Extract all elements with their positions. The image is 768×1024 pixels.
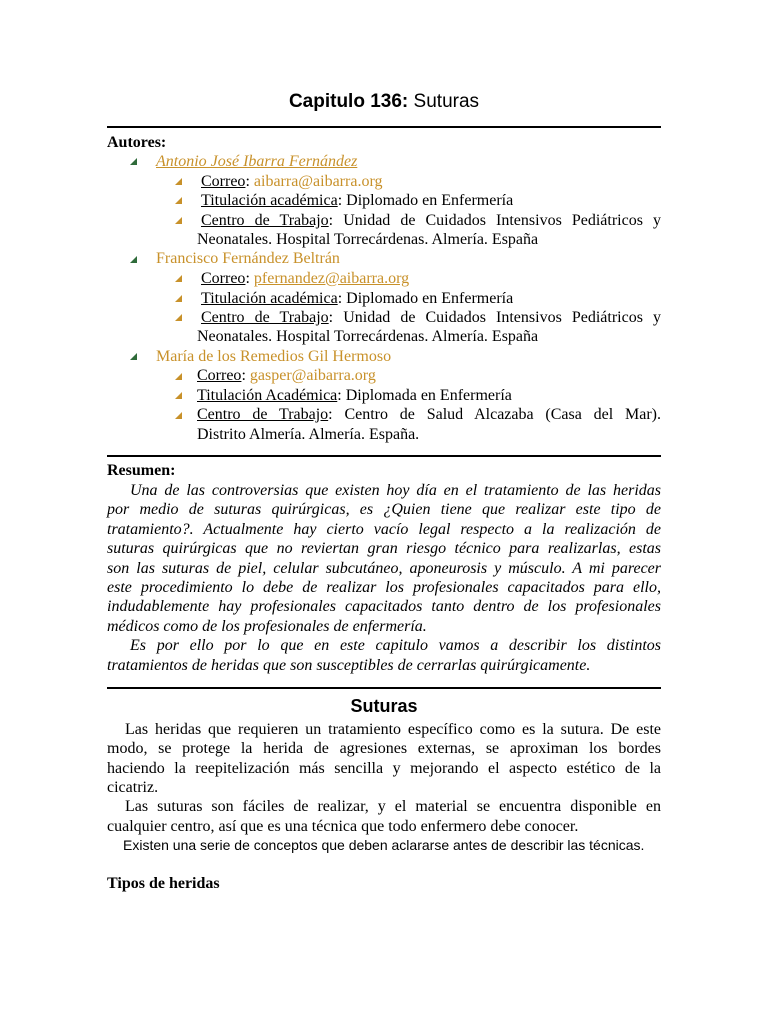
subheading: Tipos de heridas [107, 875, 220, 892]
author-1-degree-row: Titulación académica: Diplomado en Enfermería [201, 192, 514, 209]
author-2-workplace-row: Centro de Trabajo: Unidad de Cuidados Intensivos Pediátricos y [201, 309, 662, 326]
bullet-icon [130, 353, 137, 360]
bullet-icon [175, 178, 182, 185]
bullet-icon [175, 373, 182, 380]
bullet-icon [130, 256, 137, 263]
author-1-workplace-row: Centro de Trabajo: Unidad de Cuidados Intensivos Pediátricos y [201, 212, 662, 229]
summary-line: Una de las controversias que existen hoy día en el tratamiento de las heridas [130, 482, 661, 499]
divider [107, 126, 661, 128]
author-name-2[interactable]: Francisco Fernández Beltrán [156, 250, 340, 267]
author-2-degree-row: Titulación académica: Diplomado en Enfermería [201, 290, 514, 307]
bullet-icon [175, 217, 182, 224]
bullet-icon [175, 275, 182, 282]
bullet-icon [130, 158, 137, 165]
bullet-icon [175, 197, 182, 204]
bullet-icon [175, 412, 182, 419]
author-3-email-row: Correo: gasper@aibarra.org [197, 367, 376, 384]
body-line: Existen una serie de conceptos que deben aclararse antes de describir las técnicas. [123, 837, 645, 853]
chapter-name: Suturas [413, 91, 480, 112]
summary-line: tratamientos de heridas que son susceptibles de cerrarlas quirúrgicamente. [107, 657, 591, 674]
summary-line: suturas quirúrgicas que no reviertan gran riesgo técnico para realizarlas, estas [107, 540, 661, 557]
body-line: Las heridas que requieren un tratamiento específico como es la sutura. De este [125, 721, 661, 738]
summary-line: Es por ello por lo que en este capitulo vamos a describir los distintos [130, 637, 661, 654]
body-line: haciendo la reepitelización más sencilla y mejorando el aspecto estético de la [107, 760, 661, 777]
email-link[interactable]: aibarra@aibarra.org [253, 173, 383, 190]
bullet-icon [175, 295, 182, 302]
author-1-workplace-cont: Neonatales. Hospital Torrecárdenas. Almería. España [197, 231, 539, 248]
author-name-1[interactable]: Antonio José Ibarra Fernández [156, 153, 358, 170]
summary-label: Resumen: [107, 462, 176, 479]
chapter-number: Capitulo 136: [288, 91, 409, 112]
author-3-workplace-row: Centro de Trabajo: Centro de Salud Alcazaba (Casa del Mar). [197, 406, 661, 423]
body-line: Las suturas son fáciles de realizar, y el material se encuentra disponible en [125, 798, 661, 815]
divider [107, 687, 661, 689]
authors-label: Autores: [107, 134, 167, 151]
summary-line: indudablemente hay profesionales capacitados tanto dentro de los profesionales [107, 598, 661, 615]
body-line: cicatriz. [107, 779, 159, 796]
email-link[interactable]: gasper@aibarra.org [249, 367, 376, 384]
section-heading: Suturas [350, 696, 418, 716]
chapter-title [107, 91, 661, 113]
author-3-workplace-cont: Distrito Almería. Almería. España. [197, 426, 420, 443]
summary-line: médicos como de los profesionales de enfermería. [107, 618, 427, 635]
author-name-3[interactable]: María de los Remedios Gil Hermoso [156, 348, 392, 365]
bullet-icon [175, 392, 182, 399]
email-link[interactable]: pfernandez@aibarra.org [253, 270, 410, 287]
summary-line: son las suturas de piel, celular subcutáneo, aponeurosis y músculo. A mi parecer [107, 560, 661, 577]
author-2-email-row: Correo: pfernandez@aibarra.org [201, 270, 410, 287]
body-line: modo, se protege la herida de agresiones externas, se aproximan los bordes [107, 740, 661, 757]
summary-line: tratamiento?. Actualmente hay cierto vacío legal respecto a la realización de [107, 521, 661, 538]
author-3-degree-row: Titulación Académica: Diplomada en Enfermería [197, 387, 512, 404]
body-line: cualquier centro, así que es una técnica que todo enfermero debe conocer. [107, 818, 579, 835]
summary-line: este procedimiento lo debe de realizar los profesionales capacitados para ello, [107, 579, 661, 596]
bullet-icon [175, 314, 182, 321]
author-2-workplace-cont: Neonatales. Hospital Torrecárdenas. Almería. España [197, 328, 539, 345]
summary-line: por medio de suturas quirúrgicas, es ¿Quien tiene que realizar este tipo de [107, 501, 661, 518]
divider [107, 455, 661, 457]
author-1-email-row: Correo: aibarra@aibarra.org [201, 173, 383, 190]
